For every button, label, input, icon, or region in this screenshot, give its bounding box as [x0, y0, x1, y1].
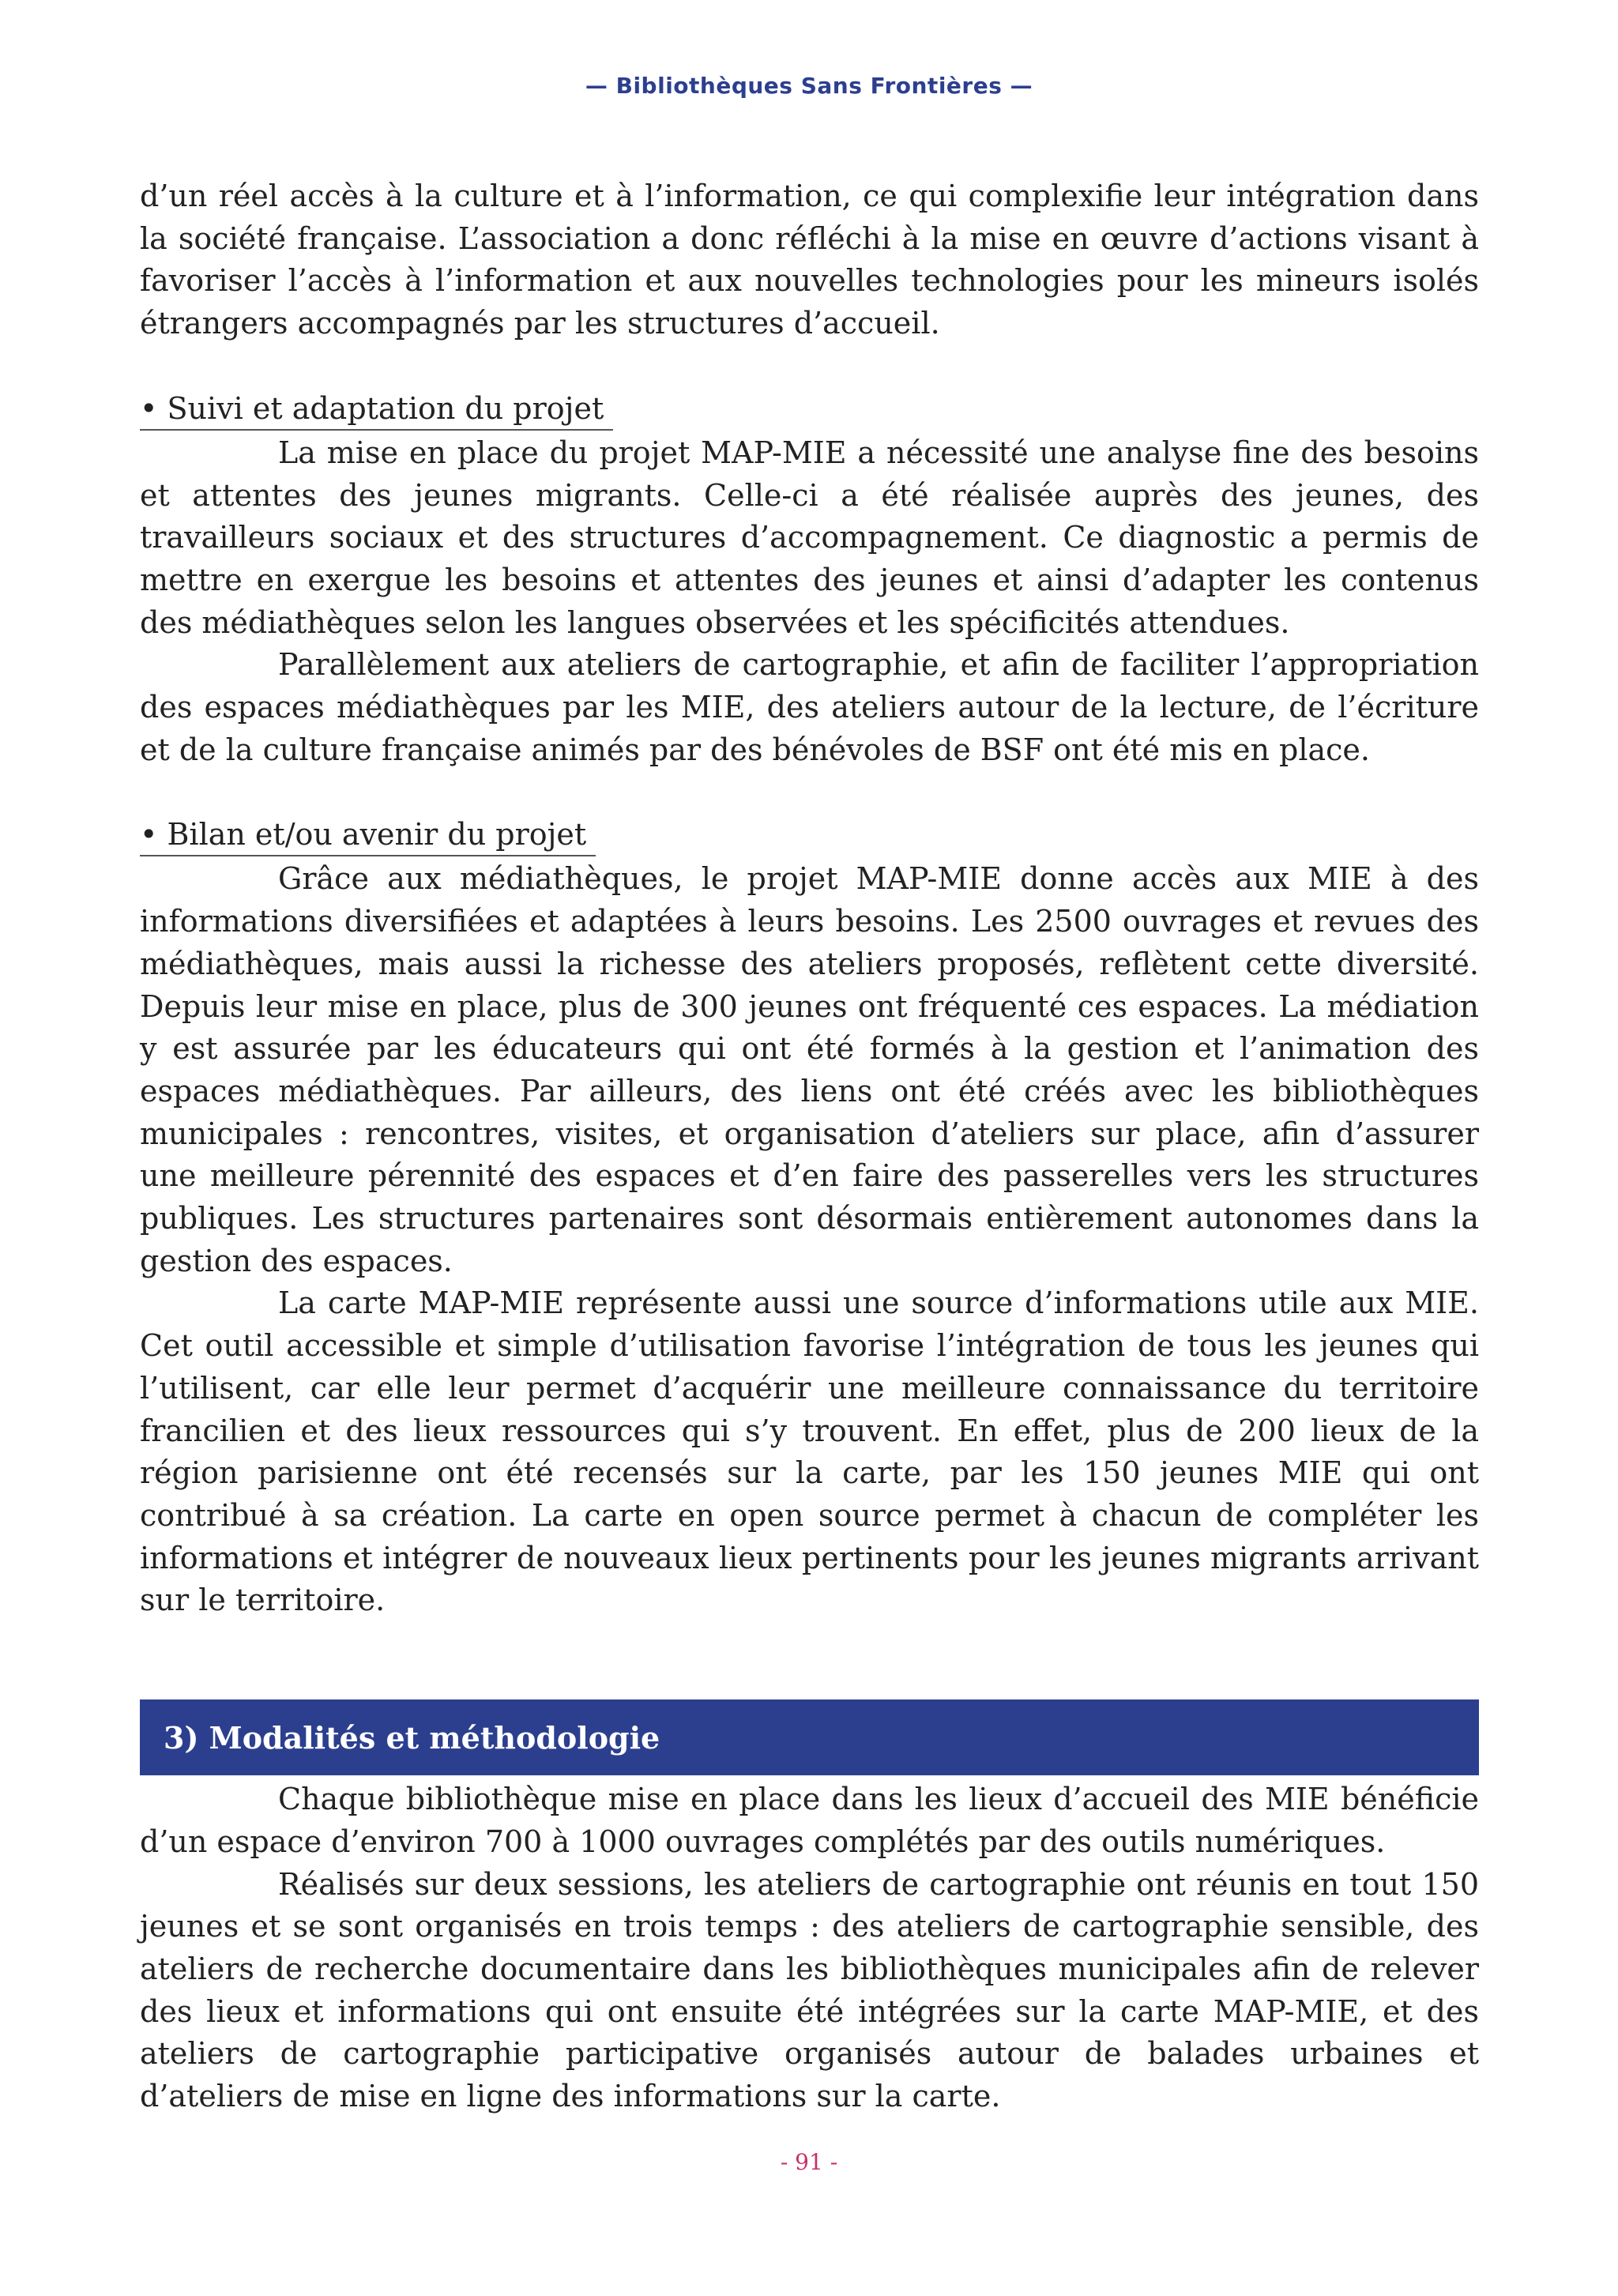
running-header: — Bibliothèques Sans Frontières — — [585, 73, 1033, 99]
suivi-paragraph-1: La mise en place du projet MAP-MIE a nécessité une analyse fine des besoins et attentes des jeunes migrants. Celle-ci a été réalisée auprès des jeunes, des travailleurs sociaux et des structures d’accompagnement. Ce diagnostic a permis de mettre en exergue les besoins et attentes des jeunes et ainsi d’adapter les contenus des médiathèques selon les langues observées et les spécificités attendues. — [140, 435, 1479, 640]
subheading-bilan: • Bilan et/ou avenir du projet — [140, 814, 596, 856]
bilan-paragraph-2: La carte MAP-MIE représente aussi une source d’informations utile aux MIE. Cet outil accessible et simple d’utilisation favorise l’intégration de tous les jeunes qui l’utilisent, car elle leur permet d’acquérir une meilleure connaissance du territoire francilien et des lieux ressources qui s’y trouvent. En effet, plus de 200 lieux de la région parisienne ont été recensés sur la carte, par les 150 jeunes MIE qui ont contribué à sa création. La carte en open source permet à chacun de compléter les informations et intégrer de nouveaux lieux pertinents pour les jeunes migrants arrivant sur le territoire. — [140, 1285, 1479, 1618]
section-title: 3) Modalités et méthodologie — [164, 1719, 660, 1756]
section-heading-modalites — [140, 1699, 1479, 1775]
bilan-paragraph-1: Grâce aux médiathèques, le projet MAP-MIE donne accès aux MIE à des informations diversifiées et adaptées à leurs besoins. Les 2500 ouvrages et revues des médiathèques, mais aussi la richesse des ateliers proposés, reflètent cette diversité. Depuis leur mise en place, plus de 300 jeunes ont fréquenté ces espaces. La médiation y est assurée par les éducateurs qui ont été formés à la gestion et l’animation des espaces médiathèques. Par ailleurs, des liens ont été créés avec les bibliothèques municipales : rencontres, visites, et organisation d’ateliers sur place, afin d’assurer une meilleure pérennité des espaces et d’en faire des passerelles vers les structures publiques. Les structures partenaires sont désormais entièrement autonomes dans la gestion des espaces. — [140, 861, 1479, 1278]
modalites-paragraph-1: Chaque bibliothèque mise en place dans les lieux d’accueil des MIE bénéficie d’un espace d’environ 700 à 1000 ouvrages complétés par des outils numériques. — [140, 1782, 1479, 1859]
page-body — [140, 175, 1479, 2118]
intro-paragraph: d’un réel accès à la culture et à l’information, ce qui complexifie leur intégration dans la société française. L’association a donc réfléchi à la mise en œuvre d’actions visant à favoriser l’accès à l’information et aux nouvelles technologies pour les mineurs isolés étrangers accompagnés par les structures d’accueil. — [140, 179, 1479, 341]
spacer — [140, 345, 1479, 388]
page-number: - 91 - — [780, 2149, 838, 2175]
suivi-paragraph-2: Parallèlement aux ateliers de cartographie, et afin de faciliter l’appropriation des espaces médiathèques par les MIE, des ateliers autour de la lecture, de l’écriture et de la culture française animés par des bénévoles de BSF ont été mis en place. — [140, 647, 1479, 767]
spacer — [140, 771, 1479, 814]
subheading-suivi: • Suivi et adaptation du projet — [140, 388, 613, 431]
modalites-paragraph-2: Réalisés sur deux sessions, les ateliers de cartographie ont réunis en tout 150 jeunes et se sont organisés en trois temps : des ateliers de cartographie sensible, des ateliers de recherche documentaire dans les bibliothèques municipales afin de relever des lieux et informations qui ont ensuite été intégrées sur la carte MAP-MIE, et des ateliers de cartographie participative organisés autour de balades urbaines et d’ateliers de mise en ligne des informations sur la carte. — [140, 1866, 1479, 2114]
